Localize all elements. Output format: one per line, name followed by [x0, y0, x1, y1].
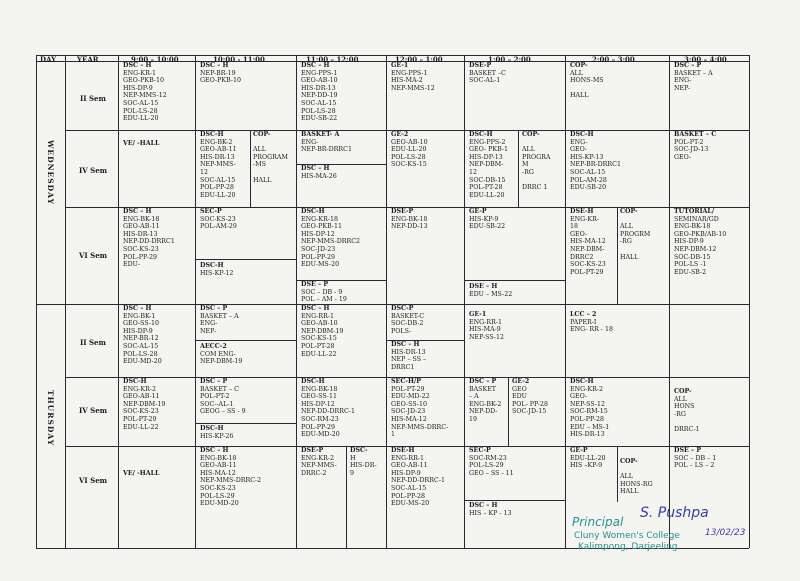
class-cell: DSE-H ENG-KR- 18 GEO- HIS-MA-12 NEP-DBM- DRRC2 SOC-KS-23 POL-PT-29	[570, 208, 606, 276]
class-cell: DSC – H NEP-BR-19 GEO-PKB-10	[200, 62, 241, 85]
rule-line	[464, 500, 565, 501]
day-label-wednesday: WEDNESDAY	[46, 140, 55, 205]
class-cell: GE-2 GEO EDU POL- PP-28 SOC-JD-15	[512, 378, 548, 416]
college-place: Kalimpong, Darjeeling	[578, 542, 678, 552]
sem-label: IV Sem	[79, 406, 108, 415]
paper-code: COP-	[674, 388, 692, 395]
rule-line	[346, 446, 347, 548]
paper-code: DSC – H	[123, 305, 152, 312]
class-cell: DSC – H HIS-MA-26	[301, 165, 337, 180]
class-cell: DSC – H ENG-BK-18 GEO-AB-11 HIS-MA-12 NEP-MMS-DRRC-2 SOC-KS-23 POL-LS-29 EDU-MD-20	[200, 447, 262, 508]
rule-line	[464, 280, 565, 281]
paper-code: DSC-H	[469, 131, 493, 138]
paper-code: DSC – P	[469, 378, 497, 385]
class-cell: DSC-H ENG-KR-2 GEO- NEP-SS-12 SOC-RM-15 POL-PP-28 EDU – MS-1 HIS-DR-13	[570, 378, 610, 439]
header-time-slot: 10:00 - 11:00	[213, 55, 265, 64]
rule-line	[65, 55, 66, 548]
class-cell: DSC-H ENG-BK-18 GEO-SS-11 HIS-DP-12 NEP-DD-DRRC-1 SOC-RM-23 POL-PP-29 EDU-MD-20	[301, 378, 355, 439]
class-cell: DSE – H EDU – MS-22	[469, 283, 513, 298]
rule-line	[296, 55, 297, 548]
paper-code: DSC-H	[200, 425, 224, 432]
paper-code: DSC-H	[570, 378, 594, 385]
paper-code: DSC – H	[301, 62, 330, 69]
paper-code: COP-	[620, 458, 638, 465]
paper-code: GE-P	[469, 208, 487, 215]
rule-line	[669, 55, 670, 548]
paper-code: COP-	[570, 62, 588, 69]
header-day: DAY	[40, 55, 57, 64]
header-time-slot: 9:00 – 10:00	[131, 55, 179, 64]
class-cell: DSC-H ENG-BK-2 GEO-AB-11 HIS-DR-13 NEP-MMS- 12 SOC-AL-15 POL-PP-28 EDU-LL-20	[200, 131, 237, 199]
paper-code: DSC – P	[674, 62, 702, 69]
class-cell: DSE – P SOC – DB – 1 POL – LS – 2	[674, 447, 717, 470]
rule-line	[617, 207, 618, 304]
paper-code: DSE-H	[391, 447, 415, 454]
paper-code: DSC-H	[301, 378, 325, 385]
paper-code: DSE-H	[570, 208, 594, 215]
signature-date: 13/02/23	[705, 528, 746, 538]
class-cell: SEC-P SOC-RM-23 POL-LS-29 GEO – SS - 11	[469, 447, 514, 477]
class-cell: GE-1 ENG-PPS-1 HIS-MA-2 NEP-MMS-12	[391, 62, 435, 92]
rule-line	[508, 377, 509, 446]
class-cell: DSC-H ENG- GEO- HIS-KP-13 NEP-BR-DRRC1 SOC-AL-15 POL-AM-28 EDU-SB-20	[570, 131, 621, 192]
header-time-slot: 2:00 – 3:00	[592, 55, 635, 64]
header-time-slot: 3:00 – 4:00	[684, 55, 727, 64]
paper-code: DSC – P	[200, 378, 228, 385]
class-cell: LCC – 2 PAPER-I ENG- RR - 18	[570, 311, 614, 334]
class-cell: DSC – H ENG-BK-1 GEO-SS-10 HIS-DP-9 NEP-BR-12 SOC-AL-15 POL-LS-28 EDU-MD-20	[123, 305, 162, 366]
rule-line	[195, 259, 296, 260]
paper-code: DSE-P	[391, 208, 414, 215]
paper-code: DSE – P	[674, 447, 702, 454]
class-cell: COP- ALL PROGRM -RG HALL	[620, 208, 651, 261]
class-cell: DSE-P ENG-KR-2 NEP-MMS- DRRC-2	[301, 447, 337, 477]
paper-code: DSC-H	[570, 131, 594, 138]
paper-code: DSC-H	[200, 262, 224, 269]
paper-code: DSE – H	[469, 283, 498, 290]
class-cell: GE-P HIS-KP-9 EDU-SB-22	[469, 208, 506, 231]
class-cell: TUTORIAL/ SEMINAR/GD ENG-BK-18 GEO-PKB/AB-10 HIS-DP-9 NEP-DBM-12 SOC-DB-15 POL-LS -1 EDU-SB-2	[674, 208, 727, 276]
class-cell: DSC-H ENG-KR-18 GEO-PKB-11 HIS-DP-12 NEP-MMS-DRRC2 SOC-JD-23 POL-PP-29 EDU-MS-20	[301, 208, 361, 269]
paper-code: COP-	[522, 131, 540, 138]
paper-code: VE/ -HALL	[123, 140, 160, 147]
class-cell: DSC – H ENG-PPS-1 GEO-AB-10 HIS-DR-13 NEP-DD-19 SOC-AL-15 POL-LS-28 EDU-SB-22	[301, 62, 338, 123]
paper-code: COP-	[253, 131, 271, 138]
class-cell: SEC-P SOC-KS-23 POL-AM-29	[200, 208, 237, 231]
rule-line	[464, 55, 465, 548]
class-cell: DSC-H ENG-PPS-2 GEO- PKB-1 HIS-DP-13 NEP-DBM- 12 SOC-DB-15 POL-PT-28 EDU-LL-20	[469, 131, 508, 199]
handwritten-signature: S. Pushpa	[640, 505, 709, 521]
class-cell: DSC – P BASKET – A ENG-BK-2 NEP-DD- 19	[469, 378, 502, 423]
class-cell: DSC – H HIS-DR-13 NEP – SS – DRRC1	[391, 341, 427, 371]
paper-code: DSE-P	[469, 62, 492, 69]
paper-code: DSC – H	[469, 502, 498, 509]
paper-code: DSC – H	[123, 208, 152, 215]
paper-code: SEC-P	[469, 447, 491, 454]
rule-line	[386, 55, 387, 548]
sem-label: II Sem	[80, 338, 106, 347]
paper-code: DSC – H	[200, 62, 229, 69]
paper-code: GE-1	[469, 311, 487, 318]
paper-code: VE/ -HALL	[123, 470, 160, 477]
rule-line	[118, 55, 119, 548]
class-cell: DSC – P BASKET – C POL-PT-2 SOC--AL-1 GEOG – SS - 9	[200, 378, 246, 416]
principal-label: Principal	[572, 515, 624, 529]
class-cell: BASKET- A ENG- NEP-BR-DRRC1	[301, 131, 352, 154]
paper-code: DSC – H	[301, 165, 330, 172]
class-cell: GE-1 ENG-RR-1 HIS-MA-9 NEP-SS-12	[469, 311, 505, 341]
class-cell: DSE-P BASKET –C SOC-AL-1	[469, 62, 506, 85]
class-cell: COP- ALL HONS-MS HALL	[570, 62, 604, 100]
class-cell: DSE-H ENG-RR-1 GEO-AB-11 HIS-DP-9 NEP-DD-DRRC-1 SOC-AL-15 POL-PP-28 EDU-MS-20	[391, 447, 445, 508]
rule-line	[617, 446, 618, 502]
paper-code: BASKET – C	[674, 131, 717, 138]
day-label-thursday: THURSDAY	[46, 390, 55, 447]
paper-code: DSC – H	[301, 305, 330, 312]
paper-code: DSC – H	[391, 341, 420, 348]
class-cell	[123, 470, 159, 478]
class-cell: GE-2 GEO-AB-10 EDU-LL-20 POL-LS-28 SOC-KS-15	[391, 131, 428, 169]
class-cell: BASKET – C POL-PT-2 SOC-JD-13 GEO-	[674, 131, 717, 161]
class-cell	[123, 140, 159, 148]
paper-code: DSC – P	[200, 305, 228, 312]
class-cell: DSC – H HIS – KP - 13	[469, 502, 512, 517]
paper-code: DSE – P	[301, 281, 329, 288]
header-time-slot: 1:00 – 2:00	[488, 55, 531, 64]
rule-line	[36, 55, 37, 548]
paper-code: SEC-P	[200, 208, 222, 215]
paper-code: AECC-2	[200, 343, 227, 350]
rule-line	[195, 340, 296, 341]
class-cell: DSE-P ENG-BK-18 NEP-DD-13	[391, 208, 428, 231]
class-cell: COP- ALL PROGRA M -RG DRRC 1	[522, 131, 551, 192]
class-cell: DSC – H ENG-KR-1 GEO-PKB-10 HIS-DP-9 NEP-MMS-12 SOC-AL-15 POL-LS-28 EDU-LL-20	[123, 62, 167, 123]
class-cell: DSC- H HIS-DR- 9	[350, 447, 377, 477]
sem-label: VI Sem	[79, 251, 108, 260]
paper-code: DSC-H	[123, 378, 147, 385]
class-cell: DSC-H HIS-KP-12	[200, 262, 234, 277]
class-cell: AECC-2 COM ENG- NEP-DBM-19	[200, 343, 243, 366]
paper-code: DSC-	[350, 447, 368, 454]
paper-code: DSC-H	[301, 208, 325, 215]
header-year: YEAR	[77, 55, 99, 64]
class-cell: DSE – P SOC – DB - 9 POL – AM - 19	[301, 281, 347, 304]
class-cell: DSC-H ENG-KR-2 GEO-AB-11 NEP-DBM-19 SOC-KS-23 POL-PT-29 EDU-LL-22	[123, 378, 166, 431]
class-cell: COP- ALL HONS -RG DRRC-1	[674, 388, 700, 433]
paper-code: GE-1	[391, 62, 409, 69]
rule-line	[195, 55, 196, 548]
class-cell: DSC – P BASKET – A ENG- NEP-	[674, 62, 713, 92]
header-time-slot: 11:00 – 12:00	[306, 55, 359, 64]
class-cell: DSC – P BASKET – A ENG- NEP-	[200, 305, 239, 335]
rule-line	[250, 130, 251, 207]
paper-code: GE-2	[512, 378, 530, 385]
class-cell: DSC-H HIS-KP-26	[200, 425, 234, 440]
college-name: Cluny Women's College	[574, 531, 680, 541]
class-cell: GE-P EDU-LL-20 HIS –KP-9	[570, 447, 606, 470]
paper-code: GE-P	[570, 447, 588, 454]
rule-line	[749, 55, 750, 548]
sem-label: II Sem	[80, 94, 106, 103]
paper-code: DSE-P	[301, 447, 324, 454]
rule-line	[195, 423, 296, 424]
paper-code: GE-2	[391, 131, 409, 138]
paper-code: SEC-H/P	[391, 378, 421, 385]
class-cell: SEC-H/P POL-PT-29 EDU-MD-22 GEO-SS-10 SOC-JD-23 HIS-MA-12 NEP-MMS-DRRC- 1	[391, 378, 449, 439]
paper-code: LCC – 2	[570, 311, 597, 318]
paper-code: BASKET- A	[301, 131, 340, 138]
paper-code: COP-	[620, 208, 638, 215]
paper-code: DSC – H	[123, 62, 152, 69]
sem-label: VI Sem	[79, 476, 108, 485]
sem-label: IV Sem	[79, 166, 108, 175]
paper-code: DSC-P	[391, 305, 414, 312]
class-cell: DSC – H ENG-RR-1 GEO-AB-10 NEP-DBM-19 SOC-KS-15 POL-PT-28 EDU-LL-22	[301, 305, 344, 358]
class-cell: DSC – H ENG-BK-18 GEO-AB-11 HIS-DR-13 NEP-DD-DRRC1 SOC-KS-23 POL-PP-29 EDU-	[123, 208, 175, 269]
class-cell: DSC-P BASKET-C SOC-DB-2 POLS-	[391, 305, 425, 335]
rule-line	[518, 130, 519, 207]
class-cell: COP- ALL PROGRAM -MS HALL	[253, 131, 288, 184]
paper-code: DSC-H	[200, 131, 224, 138]
header-time-slot: 12:00 – 1:00	[395, 55, 443, 64]
class-cell: COP- ALL HONS-RG HALL	[620, 458, 653, 496]
paper-code: TUTORIAL/	[674, 208, 715, 215]
paper-code: DSC – H	[200, 447, 229, 454]
rule-line	[565, 55, 566, 548]
